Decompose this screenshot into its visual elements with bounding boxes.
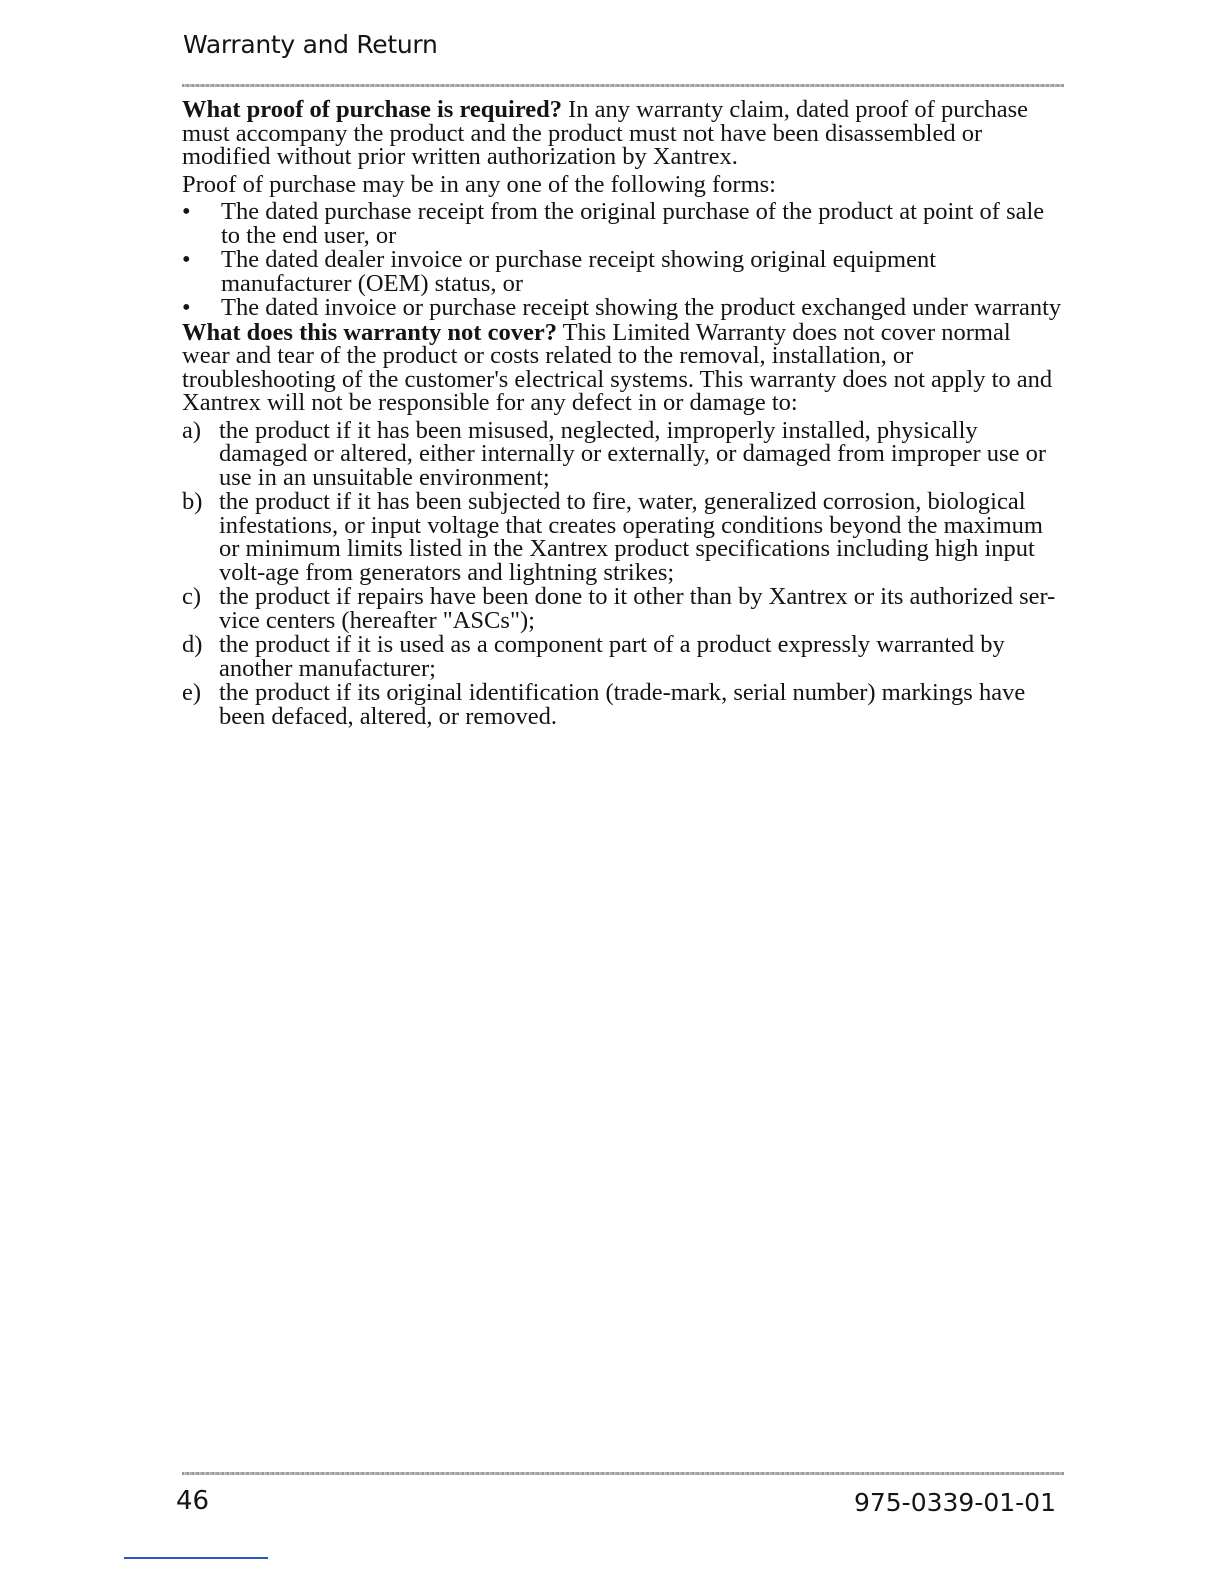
list-item (182, 248, 1062, 295)
proof-paragraph (182, 98, 1062, 169)
item-marker: e) (182, 679, 202, 706)
item-text: the product if it has been misused, neglected, improperly installed, physically damaged or altered, either internally or externally, or damaged from improper use or use in an unsuitable environment; (219, 416, 1046, 491)
list-item (182, 585, 1062, 632)
item-marker: d) (182, 631, 203, 658)
list-item (182, 200, 1062, 247)
page-number: 46 (176, 1486, 210, 1516)
list-item (182, 633, 1062, 680)
bullet-marker: • (182, 294, 191, 321)
bullet-text: The dated purchase receipt from the original purchase of the product at point of sale to the end user, or (221, 198, 1045, 249)
scan-edge-line (124, 1557, 268, 1559)
item-text: the product if it is used as a component part of a product expressly warranted by another manufacturer; (219, 631, 1005, 682)
list-item (182, 681, 1062, 728)
not-covered-paragraph (182, 318, 1062, 416)
bullet-text: The dated dealer invoice or purchase receipt showing original equipment manufacturer (OEM) status, or (221, 246, 936, 297)
item-text: the product if repairs have been done to it other than by Xantrex or its authorized ser-vice centers (hereafter "ASCs"); (219, 583, 1056, 634)
proof-intro: In any warranty claim, dated proof of purchase must accompany the product and the product must not have been disassembled or modified without prior written authorization by Xantrex. (182, 96, 1029, 170)
section-header-title: Warranty and Return (183, 30, 438, 59)
list-item (182, 416, 1062, 491)
list-item (182, 296, 1062, 320)
item-marker: a) (182, 416, 202, 444)
bullet-marker: • (182, 246, 191, 273)
item-marker: c) (182, 583, 202, 610)
bullet-text: The dated invoice or purchase receipt showing the product exchanged under warranty (221, 294, 1062, 321)
item-text: the product if it has been subjected to fire, water, generalized corrosion, biological infestations, or input voltage that creates operating conditions beyond the maximum or minimum limits listed in the Xantrex product specifications including high input volt-age from generators and lightning strikes; (219, 488, 1043, 586)
document-number: 975-0339-01-01 (853, 1488, 1056, 1517)
exclusions-list (182, 416, 1062, 730)
list-item (182, 490, 1062, 584)
not-covered-heading: What does this warranty not cover? (182, 318, 557, 346)
item-marker: b) (182, 488, 203, 515)
proof-forms-list (182, 200, 1062, 320)
document-body (182, 98, 1062, 729)
header-divider (182, 84, 1064, 87)
footer-divider (182, 1472, 1064, 1475)
bullet-marker: • (182, 198, 191, 225)
not-covered-intro: This Limited Warranty does not cover normal wear and tear of the product or costs related to the removal, installation, or troubleshooting of the customer's electrical systems. This warranty does not apply to and Xantrex will not be responsible for any defect in or damage to: (182, 318, 1053, 416)
proof-forms-intro: Proof of purchase may be in any one of the following forms: (182, 170, 776, 198)
proof-heading: What proof of purchase is required? (182, 96, 563, 123)
item-text: the product if its original identification (trade-mark, serial number) markings have been defaced, altered, or removed. (219, 679, 1026, 730)
